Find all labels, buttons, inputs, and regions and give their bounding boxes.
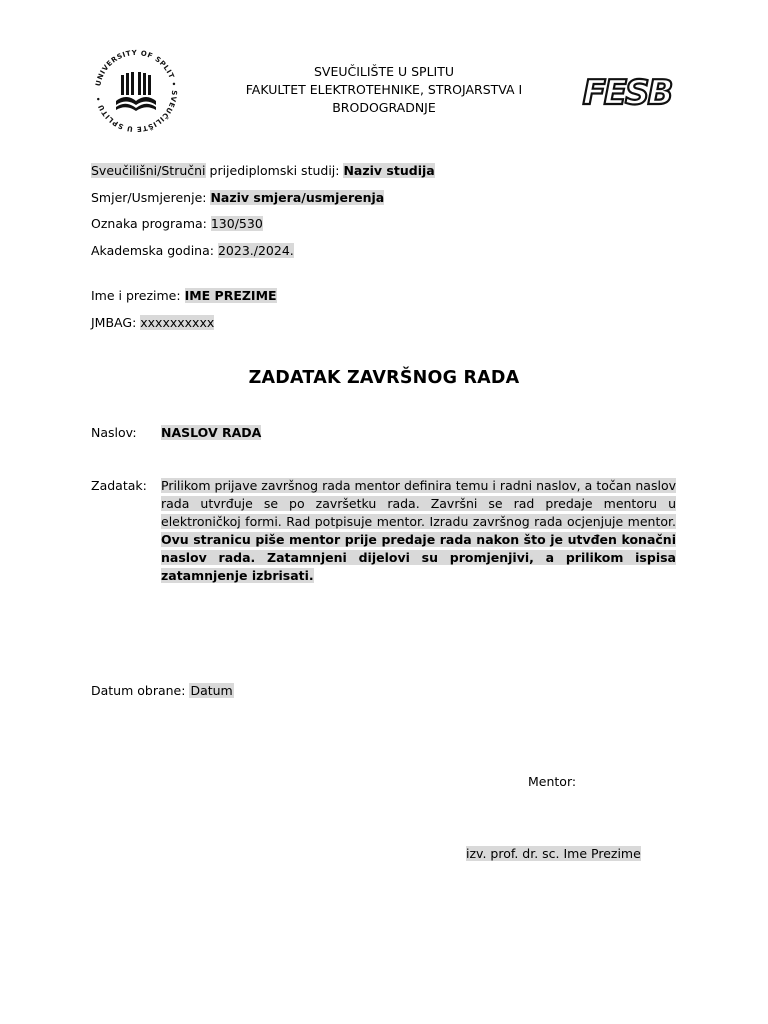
jmbag-value: xxxxxxxxxx [140, 315, 215, 330]
student-name-label: Ime i prezime: [91, 288, 181, 303]
institution-header [230, 63, 538, 117]
header-line-1: SVEUČILIŠTE U SPLITU [313, 64, 455, 79]
zadatak-text-normal: Prilikom prijave završnog rada mentor definira temu i radni naslov, a točan naslov rada utvrđuje se po završetku rada. Završni se rad predaje mentoru u elektroničkoj formi. Rad potpisuje mentor. Izradu završnog rada ocjenjuje mentor. [161, 478, 676, 529]
mentor-name: izv. prof. dr. sc. Ime Prezime [466, 846, 641, 861]
academic-year-label: Akademska godina: [91, 243, 214, 258]
program-code-label: Oznaka programa: [91, 216, 207, 231]
header-line-3: BRODOGRADNJE [332, 100, 436, 115]
study-direction-label: Smjer/Usmjerenje: [91, 190, 207, 205]
zadatak-text [161, 477, 676, 585]
university-seal-logo [90, 45, 182, 137]
study-type-value: Naziv studija [343, 163, 435, 178]
page-title: ZADATAK ZAVRŠNOG RADA [248, 368, 520, 388]
svg-text:UNIVERSITY OF SPLIT • SVEUČILI: UNIVERSITY OF SPLIT • SVEUČILIŠTE U SPLITU • [94, 48, 179, 134]
program-code-row [91, 215, 263, 233]
defense-date-label: Datum obrane: [91, 683, 186, 698]
zadatak-label: Zadatak: [91, 478, 147, 493]
student-name-value: IME PREZIME [184, 288, 277, 303]
academic-year-row [91, 242, 294, 260]
student-name-row [91, 287, 277, 305]
jmbag-row [91, 314, 214, 332]
naslov-label: Naslov: [91, 425, 137, 440]
program-code-value: 130/530 [210, 216, 263, 231]
study-direction-row [91, 189, 384, 207]
mentor-label: Mentor: [528, 774, 577, 789]
fesb-logo [577, 70, 677, 112]
mentor-name-row [466, 845, 641, 863]
study-direction-value: Naziv smjera/usmjerenja [210, 190, 385, 205]
zadatak-text-bold: Ovu stranicu piše mentor prije predaje rada nakon što je utvđen konačni naslov rada. Zatamnjeni dijelovi su promjenjivi, a prilikom ispisa zatamnjenje izbrisati. [161, 532, 676, 583]
naslov-value-row [161, 424, 261, 442]
study-type-prefix: Sveučilišni/Stručni [91, 163, 206, 178]
defense-date-value: Datum [190, 683, 233, 698]
header-line-2: FAKULTET ELEKTROTEHNIKE, STROJARSTVA I [245, 82, 523, 97]
study-type-label: prijediplomski studij: [205, 163, 340, 178]
study-type-row [91, 162, 435, 180]
svg-text:FESB: FESB [582, 73, 672, 112]
defense-date-row [91, 682, 234, 700]
jmbag-label: JMBAG: [91, 315, 137, 330]
academic-year-value: 2023./2024. [217, 243, 294, 258]
naslov-value: NASLOV RADA [161, 425, 262, 440]
